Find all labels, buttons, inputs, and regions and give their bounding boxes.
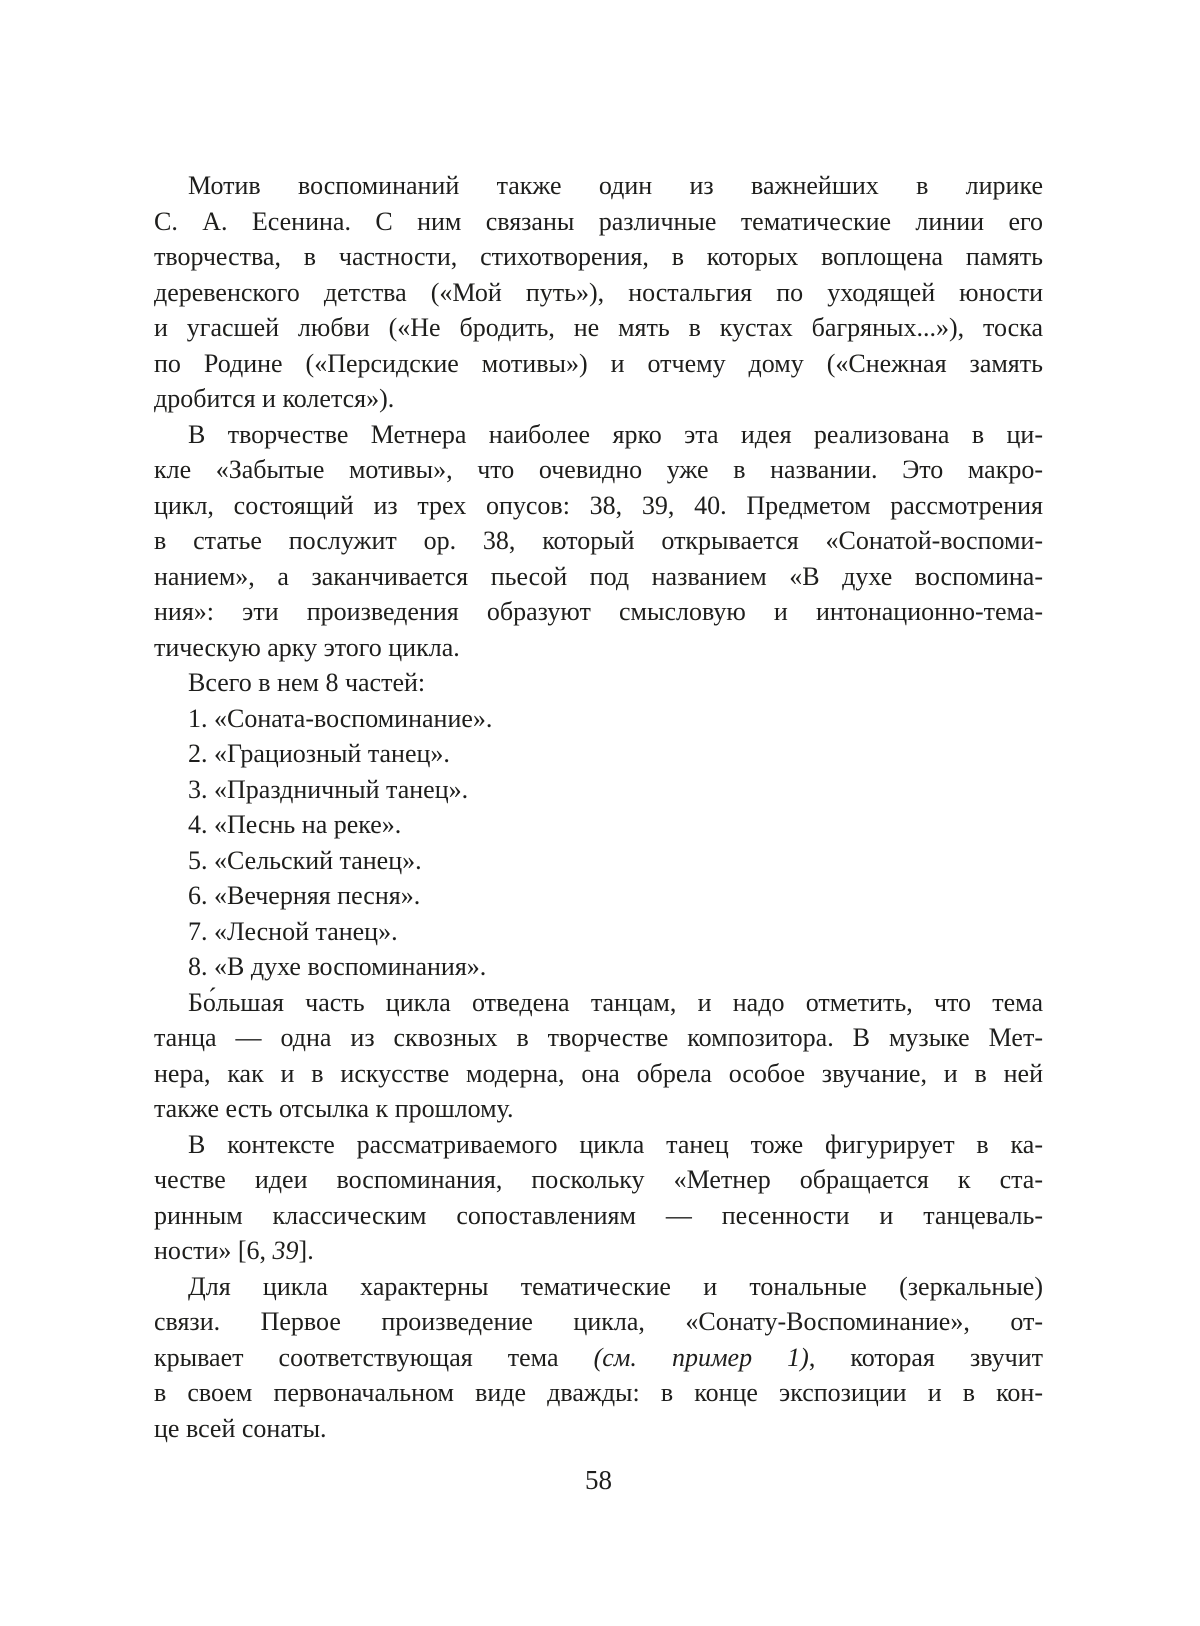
text-segment: ]. (298, 1236, 314, 1265)
text-segment: и угасшей любви («Не бродить, не мять в кустах багряных...»), тоска (154, 313, 1043, 342)
text-segment: Мотив воспоминаний также один из важнейших в лирике (188, 171, 1043, 200)
text-line (154, 1198, 1043, 1234)
text-segment: деревенского детства («Мой путь»), ностальгия по уходящей юности (154, 277, 1043, 307)
text-segment: ринным классическим сопоставлениям — песенности и танцеваль- (154, 1200, 1043, 1230)
text-line (154, 1269, 1043, 1305)
text-line (154, 843, 1043, 879)
text-line (154, 488, 1043, 524)
text-line (154, 1162, 1043, 1198)
text-segment: нера, как и в искусстве модерна, она обрела особое звучание, и в ней (154, 1058, 1043, 1088)
movements-list (154, 701, 1043, 985)
text-line (154, 985, 1043, 1021)
italic-text-segment: 39 (272, 1236, 299, 1265)
text-line (154, 1340, 1043, 1376)
text-line (154, 807, 1043, 843)
text-segment: честве идеи воспоминания, поскольку «Метнер обращается к ста- (154, 1165, 1043, 1194)
text-line (154, 1091, 1043, 1127)
text-segment: ности» [6, (154, 1236, 273, 1265)
text-line (154, 417, 1043, 453)
text-line (154, 275, 1043, 311)
text-line (154, 949, 1043, 985)
text-line (154, 1020, 1043, 1056)
text-line (154, 736, 1043, 772)
text-segment: 7. «Лесной танец». (188, 916, 398, 946)
text-line (154, 381, 1043, 417)
text-segment: 8. «В духе воспоминания». (188, 952, 487, 981)
text-line (154, 346, 1043, 382)
text-line (154, 168, 1043, 204)
text-segment: по Родине («Персидские мотивы») и отчему дому («Снежная замять (154, 348, 1043, 378)
text-segment: связи. Первое произведение цикла, «Сонату-Воспоминание», от- (154, 1307, 1043, 1336)
text-line (154, 559, 1043, 595)
text-segment: 3. «Праздничный танец». (188, 774, 469, 804)
paragraph-yesenin (154, 168, 1043, 417)
text-line (154, 1375, 1043, 1411)
text-line (154, 1127, 1043, 1163)
text-segment: 5. «Сельский танец». (188, 845, 422, 875)
text-segment: , которая звучит (808, 1342, 1043, 1372)
text-line (154, 1304, 1043, 1340)
page-number: 58 (585, 1465, 612, 1495)
text-segment: В контексте рассматриваемого цикла танец тоже фигурирует в ка- (188, 1129, 1043, 1159)
text-segment: це всей сонаты. (154, 1413, 327, 1443)
text-segment: нанием», а заканчивается пьесой под названием «В духе воспомина- (154, 561, 1043, 591)
text-segment: тическую арку этого цикла. (154, 632, 460, 662)
text-segment: Для цикла характерны тематические и тональные (зеркальные) (188, 1271, 1043, 1301)
text-line (154, 1233, 1043, 1269)
text-line (154, 310, 1043, 346)
text-segment: В творчестве Метнера наиболее ярко эта идея реализована в ци- (188, 419, 1043, 449)
text-line (154, 878, 1043, 914)
text-line (154, 914, 1043, 950)
text-line (154, 452, 1043, 488)
text-segment: Всего в нем 8 частей: (188, 668, 426, 697)
text-segment: в статье послужит ор. 38, который открывается «Сонатой-воспоми- (154, 526, 1043, 555)
list-intro (154, 665, 1043, 701)
text-line (154, 523, 1043, 559)
text-line (154, 1056, 1043, 1092)
text-segment: 1. «Соната-воспоминание». (188, 703, 493, 733)
text-segment: крывает соответствующая тема (154, 1342, 594, 1372)
text-line (154, 239, 1043, 275)
text-block (154, 168, 1043, 1446)
text-segment: 2. «Грациозный танец». (188, 739, 450, 768)
text-line (154, 594, 1043, 630)
text-segment: С. А. Есенина. С ним связаны различные тематические линии его (154, 206, 1043, 236)
text-line (154, 204, 1043, 240)
text-segment: ния»: эти произведения образуют смысловую и интонационно-тема- (154, 597, 1043, 626)
paragraph-dances (154, 985, 1043, 1127)
text-segment: цикл, состоящий из трех опусов: 38, 39, 40. Предметом рассмотрения (154, 490, 1043, 520)
text-segment: также есть отсылка к прошлому. (154, 1094, 514, 1123)
text-line (154, 630, 1043, 666)
text-segment: 6. «Вечерняя песня». (188, 881, 421, 910)
paragraph-metner-cycle (154, 417, 1043, 666)
text-segment: в своем первоначальном виде дважды: в конце экспозиции и в кон- (154, 1378, 1043, 1407)
paragraph-dance-memory (154, 1127, 1043, 1269)
italic-text-segment: (см. пример 1) (593, 1342, 809, 1372)
text-segment: 4. «Песнь на реке». (188, 810, 402, 839)
text-line (154, 1411, 1043, 1447)
text-segment: творчества, в частности, стихотворения, в которых воплощена память (154, 242, 1043, 271)
text-line (154, 665, 1043, 701)
text-segment: кле «Забытые мотивы», что очевидно уже в названии. Это макро- (154, 455, 1043, 484)
text-segment: дробится и колется»). (154, 384, 395, 413)
text-line (154, 701, 1043, 737)
text-segment: танца — одна из сквозных в творчестве композитора. В музыке Мет- (154, 1023, 1043, 1052)
text-segment: Бо́льшая часть цикла отведена танцам, и надо отметить, что тема (188, 987, 1043, 1017)
text-line (154, 772, 1043, 808)
paragraph-tonal-links (154, 1269, 1043, 1447)
